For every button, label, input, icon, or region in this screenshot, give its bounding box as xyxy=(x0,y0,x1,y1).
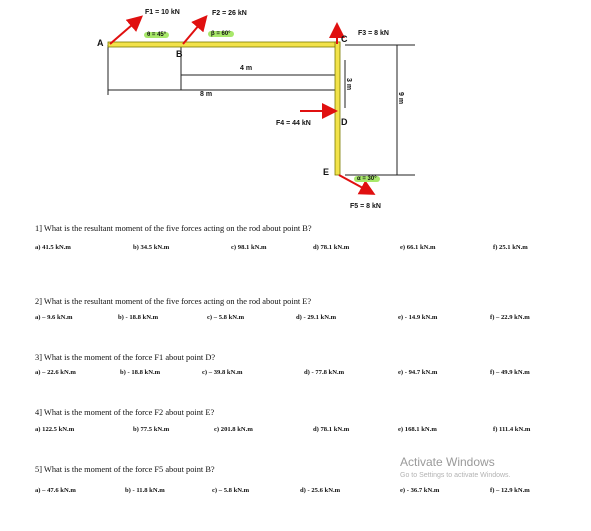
q4-option-a: a) 122.5 kN.m xyxy=(35,426,75,433)
q1-option-c: c) 98.1 kN.m xyxy=(231,244,267,251)
q4-option-d: d) 78.1 kN.m xyxy=(313,426,350,433)
beam-diagram xyxy=(0,0,591,215)
f2-arrow xyxy=(183,18,205,44)
rod-vertical xyxy=(335,42,340,175)
q4-option-b: b) 77.5 kN.m xyxy=(133,426,170,433)
f1-label: F1 = 10 kN xyxy=(145,9,180,16)
q3-option-d: d) - 77.8 kN.m xyxy=(304,369,345,376)
point-c-label: C xyxy=(341,34,348,44)
q5-option-f: f) – 12.9 kN.m xyxy=(490,487,530,494)
q2-option-b: b) - 18.8 kN.m xyxy=(118,314,159,321)
dim-9m-label: 9 m xyxy=(397,92,404,105)
q4-option-f: f) 111.4 kN.m xyxy=(493,426,531,433)
point-d-label: D xyxy=(341,117,348,127)
f5-label: F5 = 8 kN xyxy=(350,203,381,210)
dimension-lines xyxy=(108,45,415,175)
q3-option-e: e) - 94.7 kN.m xyxy=(398,369,438,376)
activate-windows-watermark: Activate Windows xyxy=(400,455,495,469)
q3-option-c: c) – 39.8 kN.m xyxy=(202,369,243,376)
question-4-text: 4] What is the moment of the force F2 about point E? xyxy=(35,408,215,417)
q5-option-c: c) – 5.8 kN.m xyxy=(212,487,250,494)
q5-option-a: a) – 47.6 kN.m xyxy=(35,487,76,494)
q2-option-e: e) - 14.9 kN.m xyxy=(398,314,438,321)
q2-option-f: f) – 22.9 kN.m xyxy=(490,314,530,321)
f3-label: F3 = 8 kN xyxy=(358,30,389,37)
q1-option-b: b) 34.5 kN.m xyxy=(133,244,170,251)
q2-option-d: d) - 29.1 kN.m xyxy=(296,314,337,321)
f4-label: F4 = 44 kN xyxy=(276,120,311,127)
question-1-text: 1] What is the resultant moment of the five forces acting on the rod about point B? xyxy=(35,224,312,233)
q3-option-f: f) – 49.9 kN.m xyxy=(490,369,530,376)
q4-option-e: e) 168.1 kN.m xyxy=(398,426,437,433)
point-e-label: E xyxy=(323,167,330,177)
q5-option-d: d) - 25.6 kN.m xyxy=(300,487,341,494)
angle-alpha-badge: α = 30° xyxy=(354,176,380,182)
q5-option-b: b) - 11.8 kN.m xyxy=(125,487,165,494)
q1-option-e: e) 66.1 kN.m xyxy=(400,244,436,251)
f1-arrow xyxy=(110,18,140,44)
question-5-text: 5] What is the moment of the force F5 about point B? xyxy=(35,465,215,474)
f2-label: F2 = 26 kN xyxy=(212,10,247,17)
point-a-label: A xyxy=(97,38,104,48)
point-b-label: B xyxy=(176,49,183,59)
activate-windows-subtitle: Go to Settings to activate Windows. xyxy=(400,472,511,479)
q3-option-a: a) – 22.6 kN.m xyxy=(35,369,76,376)
rod-horizontal xyxy=(108,42,340,47)
q3-option-b: b) - 18.8 kN.m xyxy=(120,369,161,376)
q1-option-d: d) 78.1 kN.m xyxy=(313,244,350,251)
dim-4m-label: 4 m xyxy=(240,65,253,72)
angle-beta-badge: β = 60° xyxy=(208,31,234,37)
q5-option-e: e) - 36.7 kN.m xyxy=(400,487,440,494)
q4-option-c: c) 201.8 kN.m xyxy=(214,426,253,433)
dim-3m-label: 3 m xyxy=(345,78,352,91)
q1-option-a: a) 41.5 kN.m xyxy=(35,244,71,251)
question-3-text: 3] What is the moment of the force F1 about point D? xyxy=(35,353,216,362)
q1-option-f: f) 25.1 kN.m xyxy=(493,244,528,251)
q2-option-a: a) – 9.6 kN.m xyxy=(35,314,73,321)
question-2-text: 2] What is the resultant moment of the five forces acting on the rod about point E? xyxy=(35,297,312,306)
dim-8m-label: 8 m xyxy=(200,91,213,98)
q2-option-c: c) – 5.8 kN.m xyxy=(207,314,245,321)
angle-theta-badge: θ = 45° xyxy=(144,32,169,38)
